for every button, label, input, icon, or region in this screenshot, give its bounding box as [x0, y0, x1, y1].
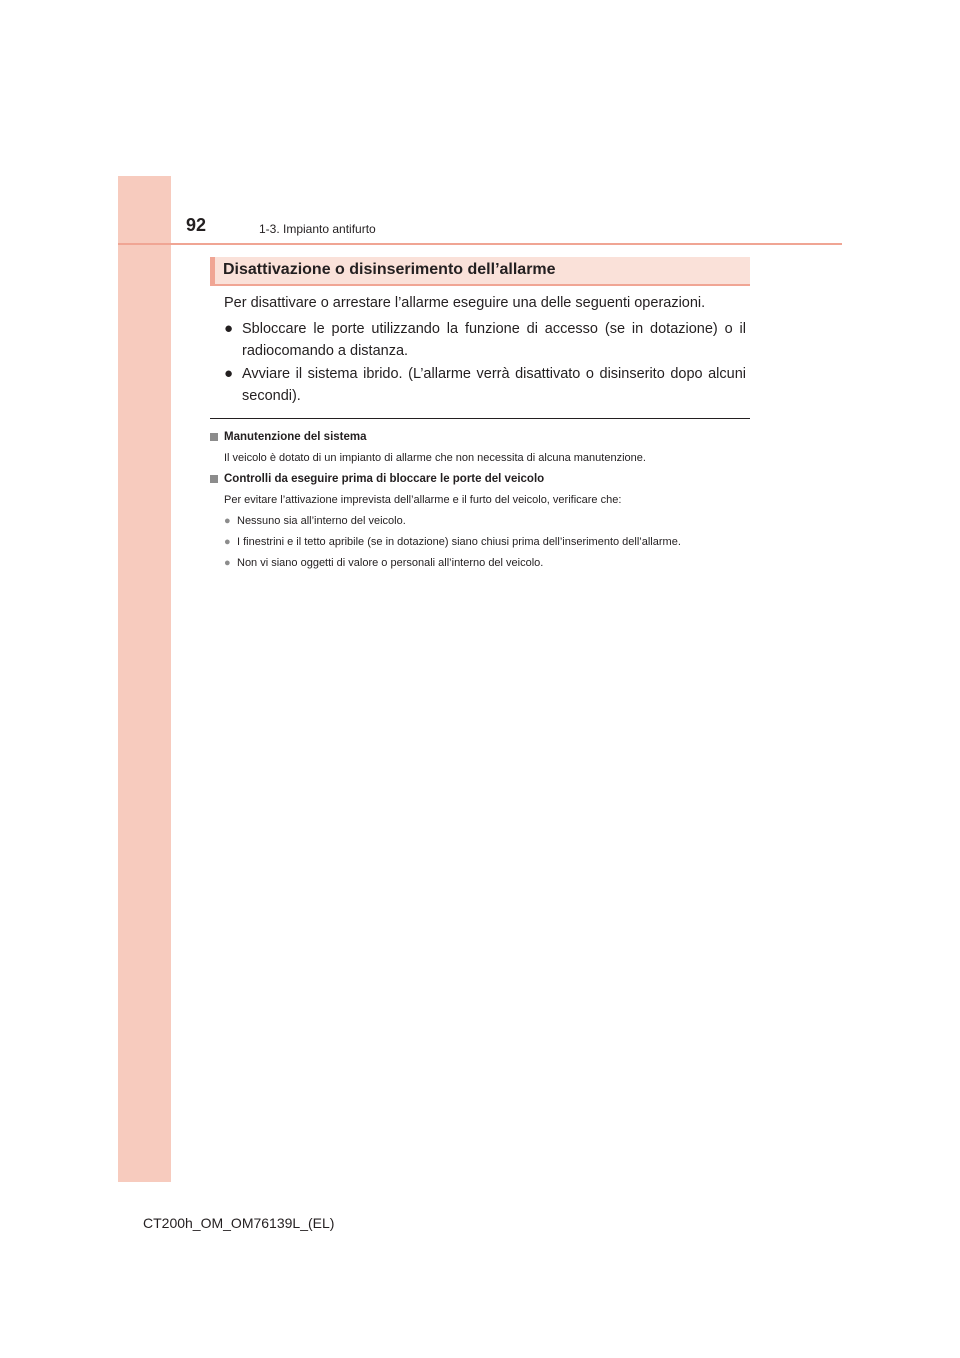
list-item: [224, 363, 746, 407]
side-tab-band: [118, 176, 171, 1182]
bullet-dot-icon: ●: [224, 320, 234, 337]
square-bullet-icon: [210, 475, 218, 483]
document-code: CT200h_OM_OM76139L_(EL): [143, 1215, 335, 1231]
bullet-dot-icon: ●: [224, 557, 231, 569]
list-item-text: I finestrini e il tetto apribile (se in dotazione) siano chiusi prima dell’inserimento dell’allarme.: [237, 536, 681, 548]
list-item: [224, 318, 746, 362]
square-bullet-icon: [210, 433, 218, 441]
note-heading: [210, 429, 755, 445]
note-text: Il veicolo è dotato di un impianto di allarme che non necessita di alcuna manutenzione.: [224, 452, 646, 464]
chapter-title: 1-3. Impianto antifurto: [259, 222, 376, 236]
section-intro: Per disattivare o arrestare l’allarme eseguire una delle seguenti operazioni.: [224, 295, 706, 311]
bullet-dot-icon: ●: [224, 515, 231, 527]
section-divider: [210, 418, 750, 419]
header-rule: [118, 243, 842, 245]
note-text: Per evitare l’attivazione imprevista dell’allarme e il furto del veicolo, verificare che:: [224, 494, 622, 506]
section-body: [224, 292, 746, 408]
list-item-text: Nessuno sia all’interno del veicolo.: [237, 515, 406, 527]
note-title: Controlli da eseguire prima di bloccare le porte del veicolo: [224, 473, 545, 485]
list-item: [210, 534, 755, 550]
list-item-text: Sbloccare le porte utilizzando la funzione di accesso (se in dotazione) o il radiocomando a distanza.: [242, 321, 746, 359]
notes-section: [210, 429, 755, 576]
list-item: [210, 555, 755, 571]
section-heading-bar: [210, 257, 750, 286]
bullet-dot-icon: ●: [224, 536, 231, 548]
list-item: [210, 513, 755, 529]
note-title: Manutenzione del sistema: [224, 431, 367, 443]
note-heading: [210, 471, 755, 487]
bullet-dot-icon: ●: [224, 365, 234, 382]
list-item-text: Non vi siano oggetti di valore o personali all’interno del veicolo.: [237, 557, 544, 569]
list-item-text: Avviare il sistema ibrido. (L’allarme verrà disattivato o disinserito dopo alcuni secondi).: [242, 366, 746, 404]
section-title: Disattivazione o disinserimento dell’allarme: [223, 261, 556, 278]
page-number: 92: [186, 215, 207, 235]
